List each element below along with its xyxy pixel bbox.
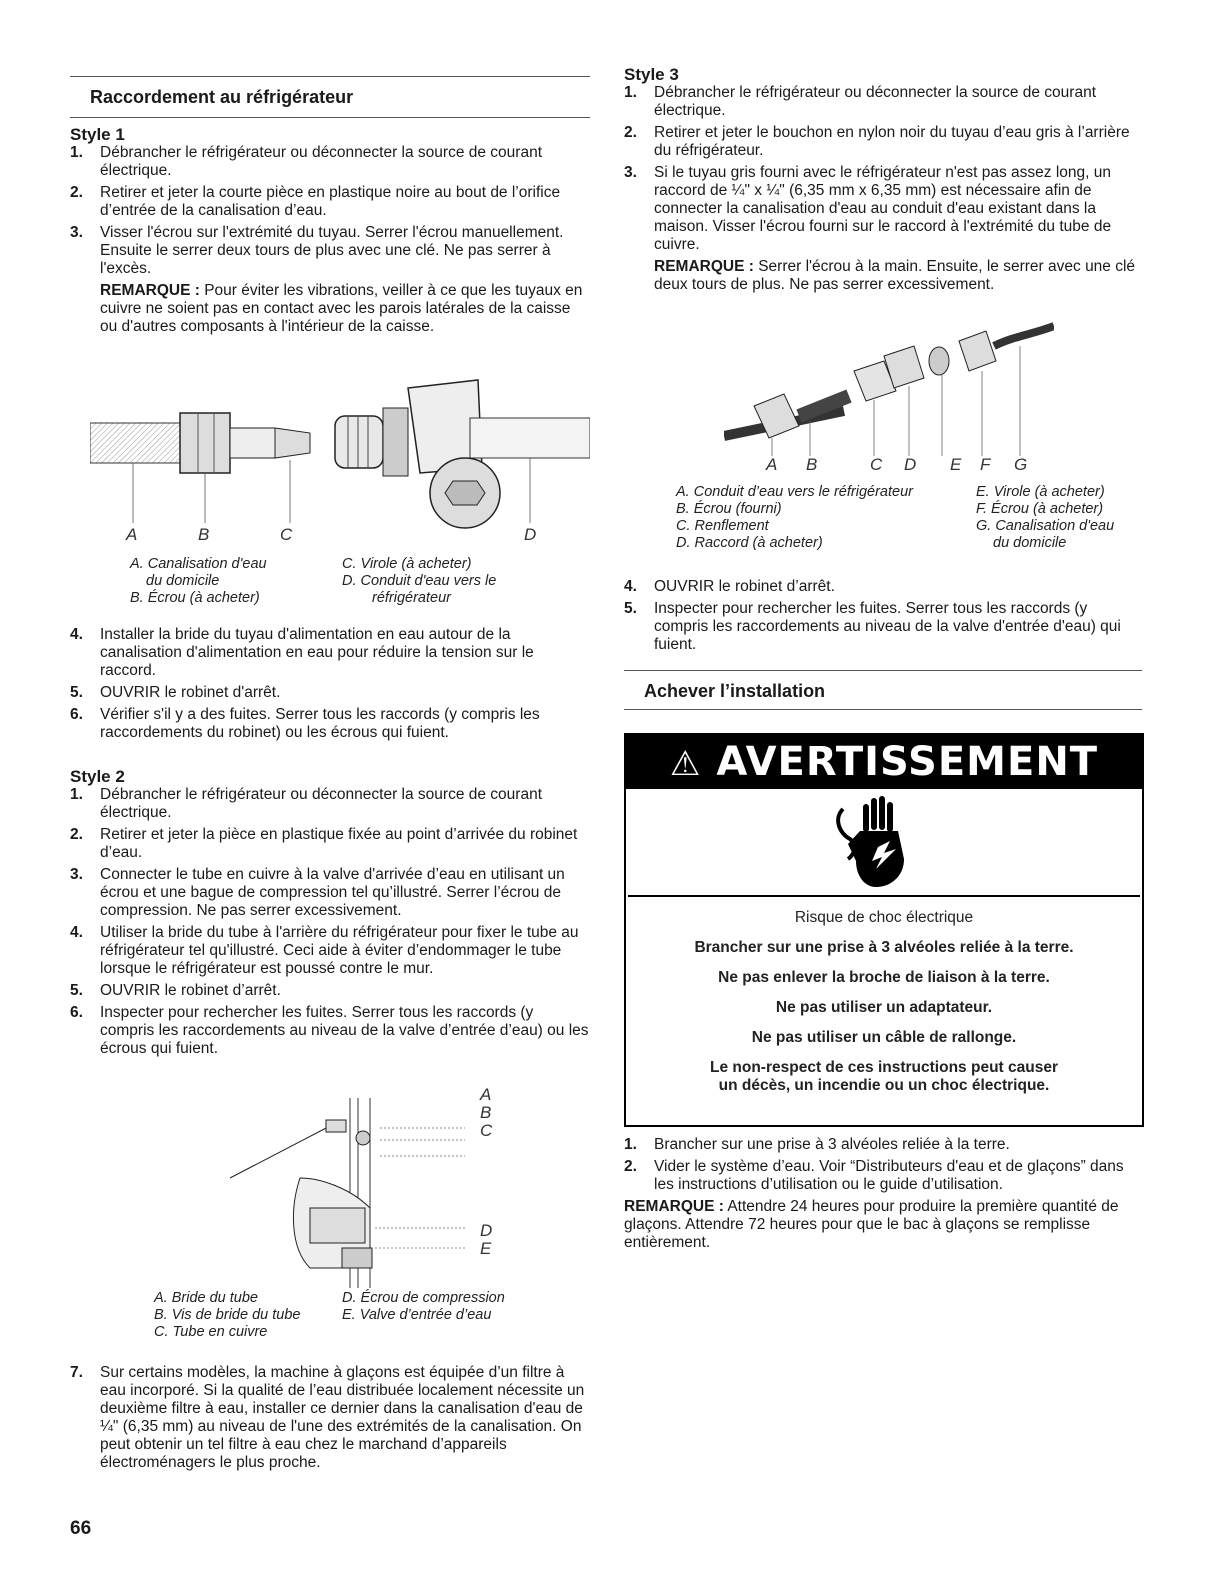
list-item: 3. Connecter le tube en cuivre à la valve d'arrivée d’eau en utilisant un écrou et une bague de compression tel qu’illustré. Serrer l’écrou de compression. Ne pas serrer excessivement. — [70, 866, 565, 919]
style1-note: REMARQUE : Pour éviter les vibrations, veiller à ce que les tuyaux en cuivre ne soient pas en contact avec les parois latérales de la caisse ou d'autres composants à l'intérieur de la caisse. — [100, 282, 583, 335]
style1-diagram — [90, 378, 590, 546]
label-b: B — [806, 455, 818, 474]
style1-steps-after — [70, 626, 590, 746]
list-item: 1. Débrancher le réfrigérateur ou déconnecter la source de courant électrique. — [624, 84, 1097, 119]
label-d: D — [904, 455, 917, 474]
style2-step7 — [70, 1364, 590, 1476]
style2-diagram — [230, 1085, 530, 1288]
final-steps — [624, 1136, 1142, 1252]
label-a: A — [766, 455, 778, 474]
label-f: F — [980, 455, 991, 474]
list-item: 6. Vérifier s'il y a des fuites. Serrer tous les raccords (y compris les raccordements du robinet) ou les écrous qui fuient. — [70, 706, 540, 741]
divider — [70, 76, 590, 77]
style3-note: REMARQUE : Serrer l'écrou à la main. Ensuite, le serrer avec une clé deux tours de plus. Ne pas serrer excessivement. — [654, 258, 1136, 293]
warning-header — [626, 735, 1142, 789]
list-item: 1. Brancher sur une prise à 3 alvéoles reliée à la terre. — [624, 1136, 1010, 1153]
warning-text — [626, 897, 1142, 1095]
label-d: D — [524, 525, 537, 544]
warning-box — [624, 733, 1144, 1127]
section-title: Raccordement au réfrigérateur — [90, 87, 354, 107]
list-item: 5. Inspecter pour rechercher les fuites. Serrer tous les raccords (y compris les raccordements au niveau de la valve d'entrée d'eau) qui fuient. — [624, 600, 1121, 653]
warning-line: Brancher sur une prise à 3 alvéoles reliée à la terre. — [694, 939, 1074, 956]
warning-line: un décès, un incendie ou un choc électrique. — [718, 1077, 1050, 1094]
label-c: C — [480, 1121, 493, 1140]
warning-line: Ne pas utiliser un adaptateur. — [775, 999, 993, 1016]
list-item: 2. Vider le système d’eau. Voir “Distributeurs d'eau et de glaçons” dans les instructions d’utilisation ou le guide d’utilisation. — [624, 1158, 1124, 1193]
electric-shock-icon — [628, 789, 1140, 897]
list-item: 3. Si le tuyau gris fourni avec le réfrigérateur n'est pas assez long, un raccord de ¼" x ¼" (6,35 mm x 6,35 mm) est nécessaire afin de connecter la canalisation d'eau au conduit d'eau existant dans la maison. Visser l'écrou fourni sur le raccord à l'extrémité du tube de cuivre. — [624, 164, 1112, 253]
warning-title: AVERTISSEMENT — [716, 739, 1099, 785]
style2-block — [70, 768, 590, 1062]
label-a: A — [126, 525, 138, 544]
final-note: REMARQUE : Attendre 24 heures pour produire la première quantité de glaçons. Attendre 72 heures pour que le bac à glaçons se remplisse entièrement. — [624, 1198, 1119, 1251]
section-title: Achever l’installation — [644, 681, 826, 701]
label-c: C — [280, 525, 293, 544]
list-item: 2. Retirer et jeter le bouchon en nylon noir du tuyau d’eau gris à l’arrière du réfrigérateur. — [624, 124, 1130, 159]
style3-diagram — [724, 316, 1054, 478]
label-c: C — [870, 455, 883, 474]
list-item: 4. OUVRIR le robinet d’arrêt. — [624, 578, 835, 595]
list-item: 2. Retirer et jeter la pièce en plastique fixée au point d’arrivée du robinet d’eau. — [70, 826, 578, 861]
list-item: 7. Sur certains modèles, la machine à glaçons est équipée d’un filtre à eau incorporé. Si la qualité de l’eau distribuée localement nécessite un deuxième filtre à eau, installer ce dernier dans la canalisation d'eau de ¼" (6,35 mm) au niveau de l'une des extrémités de la canalisation. On peut obtenir un tel filtre à eau chez le marchand d’appareils électroménagers le plus proche. — [70, 1364, 585, 1471]
divider — [624, 709, 1142, 710]
list-item: 2. Retirer et jeter la courte pièce en plastique noire au bout de l’orifice d’entrée de la canalisation d’eau. — [70, 184, 561, 219]
warning-line: Risque de choc électrique — [794, 909, 974, 926]
divider — [624, 670, 1142, 671]
style2-title: Style 2 — [70, 767, 125, 786]
label-g: G — [1014, 455, 1028, 474]
page-number: 66 — [70, 1518, 92, 1539]
style3-captions-right: E. Virole (à acheter) F. Écrou (à acheter) G. Canalisation d'eau du domicile — [976, 484, 1115, 551]
warning-line: Ne pas utiliser un câble de rallonge. — [751, 1029, 1017, 1046]
style1-block — [70, 126, 590, 340]
style1-captions-right: C. Virole (à acheter) D. Conduit d'eau vers le réfrigérateur — [342, 556, 497, 606]
style3-title: Style 3 — [624, 65, 679, 84]
fitting-illustration — [724, 316, 1054, 456]
style1-captions-left: A. Canalisation d'eau du domicile B. Écrou (à acheter) — [130, 556, 267, 606]
style3-block — [624, 66, 1142, 298]
label-e: E — [480, 1239, 492, 1258]
list-item: 4. Utiliser la bride du tube à l'arrière du réfrigérateur pour fixer le tube au réfrigérateur tel qu'illustré. Ceci aide à éviter d’endommager le tube lorsque le réfrigérateur est poussé contre le mur. — [70, 924, 579, 977]
list-item: 5. OUVRIR le robinet d'arrêt. — [70, 684, 281, 701]
warning-line: Le non-respect de ces instructions peut causer — [710, 1059, 1058, 1076]
label-d: D — [480, 1221, 493, 1240]
list-item: 6. Inspecter pour rechercher les fuites. Serrer tous les raccords (y compris les raccordements au niveau de la valve d’entrée d’eau) ou les écrous qui fuient. — [70, 1004, 589, 1057]
warning-line: Ne pas enlever la broche de liaison à la terre. — [718, 969, 1050, 986]
style3-steps-after — [624, 578, 1142, 658]
style1-title: Style 1 — [70, 125, 125, 144]
list-item: 1. Débrancher le réfrigérateur ou déconnecter la source de courant électrique. — [70, 144, 543, 179]
pipe-connection-illustration — [90, 378, 590, 548]
style2-captions-right: D. Écrou de compression E. Valve d’entrée d’eau — [342, 1290, 505, 1323]
style3-captions-left: A. Conduit d’eau vers le réfrigérateur B. Écrou (fourni) C. Renflement D. Raccord (à acheter) — [676, 484, 913, 551]
list-item: 1. Débrancher le réfrigérateur ou déconnecter la source de courant électrique. — [70, 786, 543, 821]
style2-captions-left: A. Bride du tube B. Vis de bride du tube C. Tube en cuivre — [154, 1290, 301, 1340]
style1-steps — [70, 144, 590, 278]
list-item: 4. Installer la bride du tuyau d'alimentation en eau autour de la canalisation d'alimentation en eau pour réduire la tension sur le raccord. — [70, 626, 534, 679]
label-b: B — [480, 1103, 492, 1122]
divider — [70, 117, 590, 118]
list-item: 3. Visser l'écrou sur l'extrémité du tuyau. Serrer l'écrou manuellement. Ensuite le serrer deux tours de plus avec une clé. Ne pas serrer à l'excès. — [70, 224, 564, 277]
label-e: E — [950, 455, 962, 474]
warning-triangle-icon: ⚠ — [669, 744, 702, 784]
label-b: B — [198, 525, 210, 544]
label-a: A — [480, 1085, 492, 1104]
list-item: 5. OUVRIR le robinet d’arrêt. — [70, 982, 281, 999]
